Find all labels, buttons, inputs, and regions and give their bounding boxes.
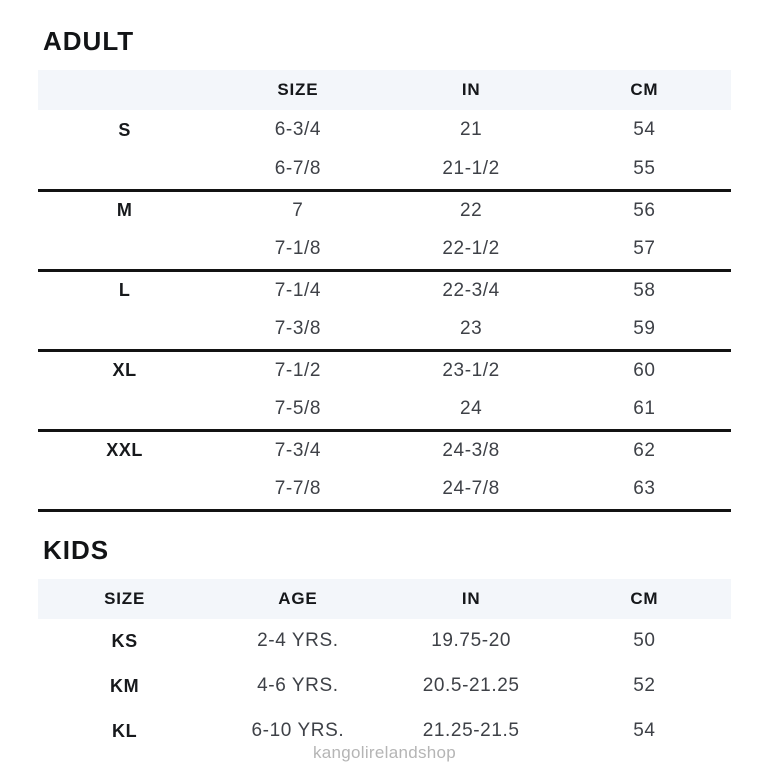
inches-cell: 21.25-21.5 [422,720,520,741]
age-cell: 4-6 YRS. [257,675,339,696]
adult-header-blank [38,70,211,110]
hat-size-cell: 7-3/4 [274,439,322,461]
size-label-cell [38,310,211,350]
inches-cell: 22-3/4 [442,279,500,301]
kids-header-size: SIZE [38,579,211,619]
cm-cell: 50 [633,630,656,651]
kids-header-row [38,579,731,619]
hat-size-cell: 7-1/8 [211,230,384,270]
size-label-cell: XXL [106,440,144,461]
table-row [38,150,731,190]
cm-cell: 60 [633,359,656,381]
inches-cell: 24 [385,390,558,430]
kids-section [38,535,731,754]
size-label-cell: S [118,119,131,140]
size-label-cell: KL [112,720,138,741]
table-row [38,310,731,350]
cm-cell: 61 [558,390,731,430]
size-label-cell [38,390,211,430]
age-cell: 2-4 YRS. [257,630,339,651]
hat-size-cell: 7 [292,199,304,221]
cm-cell: 54 [633,720,656,741]
inches-cell: 20.5-21.25 [422,675,520,696]
inches-cell: 22-1/2 [385,230,558,270]
kids-size-table [38,579,731,754]
adult-header-in: IN [385,70,558,110]
kids-table-body [38,619,731,754]
kids-table-header [38,579,731,619]
table-row [38,619,731,664]
inches-cell: 24-3/8 [442,439,500,461]
cm-cell: 58 [633,279,656,301]
table-row [38,390,731,430]
table-row [38,664,731,709]
size-label-cell: XL [112,360,137,381]
size-label-cell [38,150,211,190]
adult-header-cm: CM [558,70,731,110]
cm-cell: 57 [558,230,731,270]
cm-cell: 52 [633,675,656,696]
inches-cell: 23-1/2 [442,359,500,381]
cm-cell: 56 [633,199,656,221]
cm-cell: 62 [633,439,656,461]
inches-cell: 22 [459,199,483,221]
table-row [38,270,731,310]
cm-cell: 55 [558,150,731,190]
age-cell: 6-10 YRS. [251,720,345,741]
hat-size-cell: 6-7/8 [211,150,384,190]
inches-cell: 19.75-20 [431,630,512,651]
inches-cell: 23 [385,310,558,350]
hat-size-cell: 7-1/4 [274,279,322,301]
cm-cell: 63 [558,470,731,510]
size-label-cell: KM [110,675,140,696]
adult-header-size: SIZE [211,70,384,110]
table-row [38,110,731,150]
adult-table-body [38,110,731,510]
adult-size-table [38,70,731,512]
hat-size-cell: 7-7/8 [211,470,384,510]
inches-cell: 21 [459,119,483,140]
table-row [38,190,731,230]
size-label-cell [38,230,211,270]
hat-size-cell: 7-3/8 [211,310,384,350]
table-row [38,230,731,270]
table-row [38,430,731,470]
kids-header-in: IN [385,579,558,619]
size-label-cell [38,470,211,510]
size-label-cell: M [116,200,133,221]
adult-section-title: ADULT [43,26,135,56]
adult-table-header [38,70,731,110]
cm-cell: 54 [633,119,656,140]
cm-cell: 59 [558,310,731,350]
watermark-text: kangolirelandshop [312,743,457,762]
size-label-cell: KS [111,630,138,651]
kids-header-age: AGE [211,579,384,619]
adult-header-row [38,70,731,110]
table-row [38,470,731,510]
kids-header-cm: CM [558,579,731,619]
table-row [38,350,731,390]
inches-cell: 24-7/8 [385,470,558,510]
hat-size-cell: 6-3/4 [274,119,322,140]
inches-cell: 21-1/2 [385,150,558,190]
kids-section-title: KIDS [43,534,110,565]
size-label-cell: L [118,280,131,301]
adult-section [38,26,731,512]
hat-size-cell: 7-5/8 [211,390,384,430]
hat-size-cell: 7-1/2 [274,359,322,381]
